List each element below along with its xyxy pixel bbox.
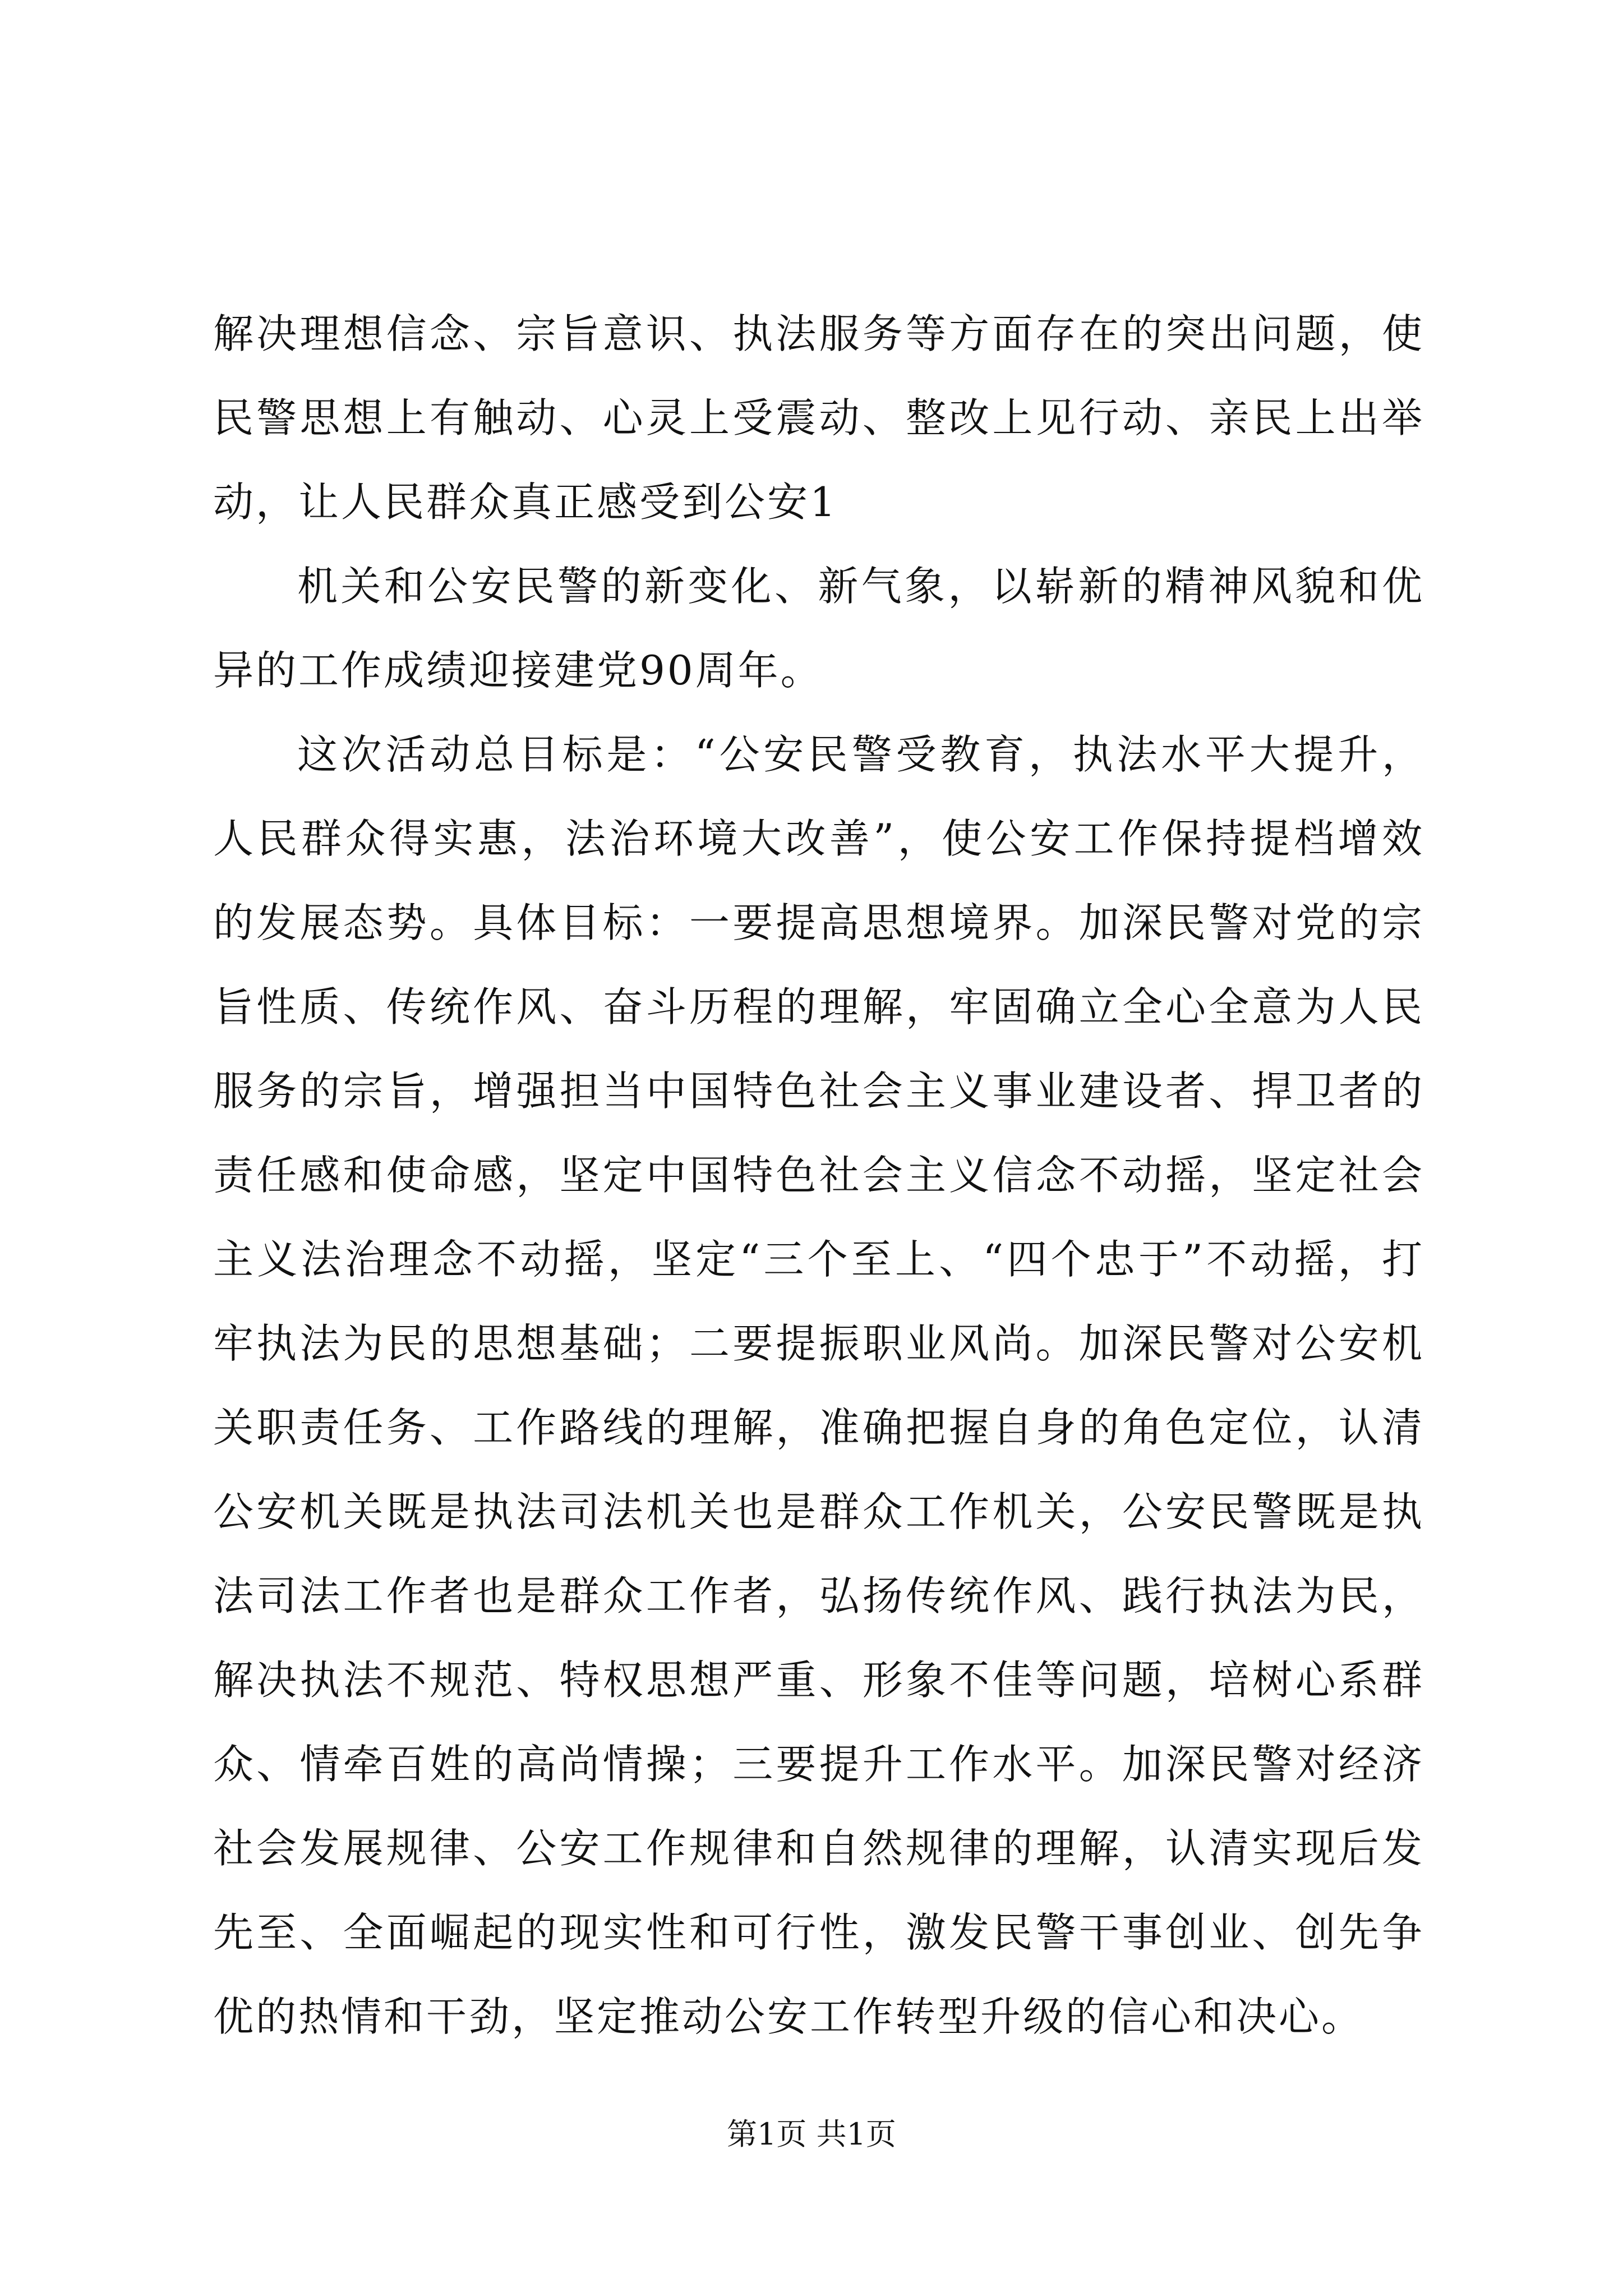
page-footer [0, 2115, 1623, 2154]
page-number-label: 第1页 共1页 [727, 2116, 896, 2152]
paragraph-2: 机关和公安民警的新变化、新气象，以崭新的精神风貌和优异的工作成绩迎接建党90周年。 [213, 563, 1424, 694]
document-body [213, 292, 1424, 2059]
paragraph-3: 这次活动总目标是：“公安民警受教育，执法水平大提升，人民群众得实惠，法治环境大改善”，使公安工作保持提档增效的发展态势。具体目标：一要提高思想境界。加深民警对党的宗旨性质、传统作风、奋斗历程的理解，牢固确立全心全意为人民服务的宗旨，增强担当中国特色社会主义事业建设者、捍卫者的责任感和使命感，坚定中国特色社会主义信念不动摇，坚定社会主义法治理念不动摇，坚定“三个至上、“四个忠于”不动摇，打牢执法为民的思想基础；二要提振职业风尚。加深民警对公安机关职责任务、工作路线的理解，准确把握自身的角色定位，认清公安机关既是执法司法机关也是群众工作机关，公安民警既是执法司法工作者也是群众工作者，弘扬传统作风、践行执法为民，解决执法不规范、特权思想严重、形象不佳等问题，培树心系群众、情牵百姓的高尚情操；三要提升工作水平。加深民警对经济社会发展规律、公安工作规律和自然规律的理解，认清实现后发先至、全面崛起的现实性和可行性，激发民警干事创业、创先争优的热情和干劲，坚定推动公安工作转型升级的信心和决心。 [213, 731, 1424, 2040]
paragraph-1: 解决理想信念、宗旨意识、执法服务等方面存在的突出问题，使民警思想上有触动、心灵上受震动、整改上见行动、亲民上出举动，让人民群众真正感受到公安1 [213, 310, 1424, 526]
